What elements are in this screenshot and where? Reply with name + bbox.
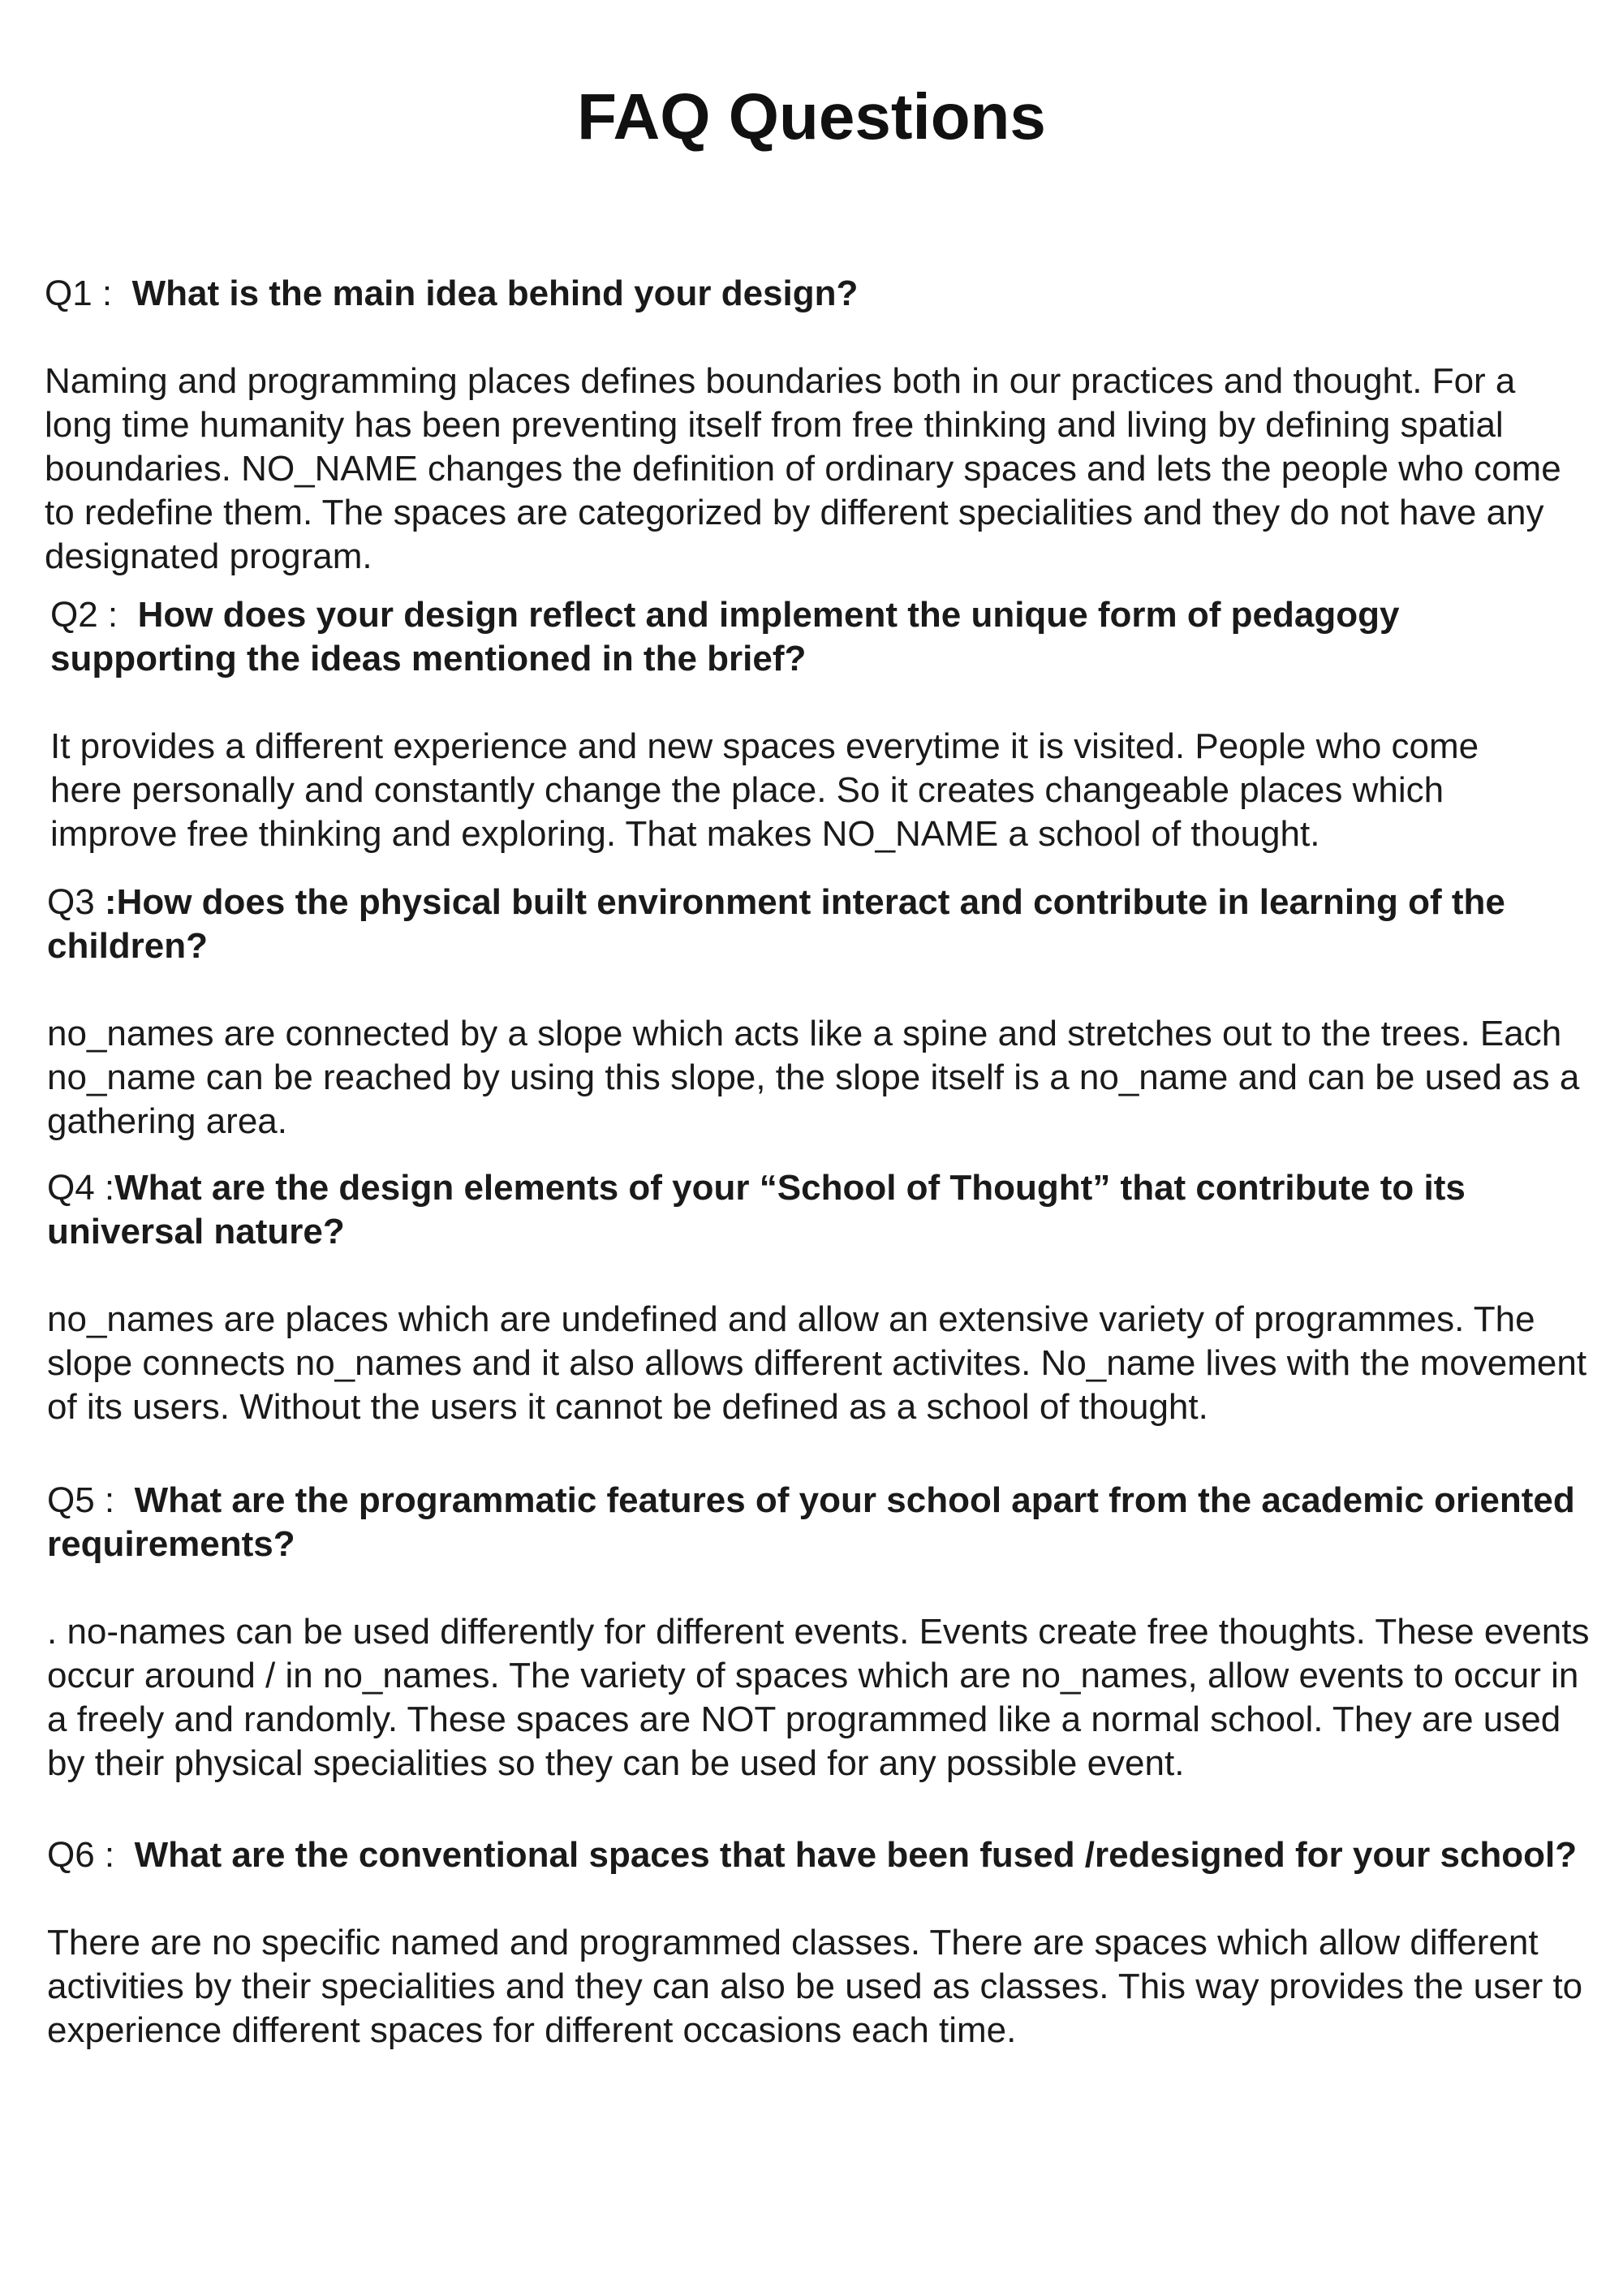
question-text: :How does the physical built environment interact and contribute in learning of the children? bbox=[47, 882, 1505, 966]
answer-text: It provides a different experience and new spaces everytime it is visited. People who come here personally and constantly change the place. So it creates changeable places which improve free thinking and exploring. That makes NO_NAME a school of thought. bbox=[50, 726, 1479, 854]
question-text: How does your design reflect and implement the unique form of pedagogy supporting the ideas mentioned in the brief? bbox=[50, 595, 1400, 678]
question-number: Q6 : bbox=[47, 1835, 125, 1875]
question-line bbox=[47, 881, 1589, 968]
page-title: FAQ Questions bbox=[577, 80, 1046, 153]
question-line bbox=[47, 1833, 1589, 1877]
question-line bbox=[50, 593, 1539, 681]
question-text: What are the conventional spaces that have been fused /redesigned for your school? bbox=[134, 1835, 1578, 1875]
question-number: Q1 : bbox=[45, 274, 123, 313]
answer-text: . no-names can be used differently for different events. Events create free thoughts. These events occur around / in no_names. The variety of spaces which are no_names, allow events to occur in a freely and randomly. These spaces are NOT programmed like a normal school. They are used by their physical specialities so they can be used for any possible event. bbox=[47, 1612, 1590, 1783]
answer-text: Naming and programming places defines boundaries both in our practices and thought. For a long time humanity has been preventing itself from free thinking and living by defining spatial boundaries. NO_NAME changes the definition of ordinary spaces and lets the people who come to redefine them. The spaces are categorized by different specialities and they do not have any designated program. bbox=[45, 361, 1561, 576]
question-number: Q5 : bbox=[47, 1480, 125, 1520]
question-line bbox=[47, 1479, 1597, 1566]
faq-item-q6 bbox=[47, 1833, 1589, 2053]
question-text: What is the main idea behind your design? bbox=[131, 274, 859, 313]
question-line bbox=[47, 1166, 1589, 1254]
question-text: What are the programmatic features of your school apart from the academic oriented requirements? bbox=[47, 1480, 1575, 1564]
faq-item-q5 bbox=[47, 1479, 1597, 1786]
question-text: What are the design elements of your “School of Thought” that contribute to its universal nature? bbox=[47, 1168, 1466, 1251]
question-number: Q2 : bbox=[50, 595, 128, 635]
answer-text: There are no specific named and programmed classes. There are spaces which allow different activities by their specialities and they can also be used as classes. This way provides the user to experience different spaces for different occasions each time. bbox=[47, 1923, 1583, 2050]
faq-item-q3 bbox=[47, 881, 1589, 1144]
faq-item-q2 bbox=[50, 593, 1539, 856]
question-number: Q4 : bbox=[47, 1168, 115, 1208]
question-line bbox=[45, 272, 1586, 316]
question-number: Q3 bbox=[47, 882, 105, 922]
faq-item-q1 bbox=[45, 272, 1586, 579]
answer-text: no_names are connected by a slope which acts like a spine and stretches out to the trees. Each no_name can be reached by using this slope, the slope itself is a no_name and can be used as a gathering area. bbox=[47, 1014, 1580, 1141]
answer-text: no_names are places which are undefined and allow an extensive variety of programmes. The slope connects no_names and it also allows different activites. No_name lives with the movement of its users. Without the users it cannot be defined as a school of thought. bbox=[47, 1299, 1587, 1427]
faq-item-q4 bbox=[47, 1166, 1589, 1429]
